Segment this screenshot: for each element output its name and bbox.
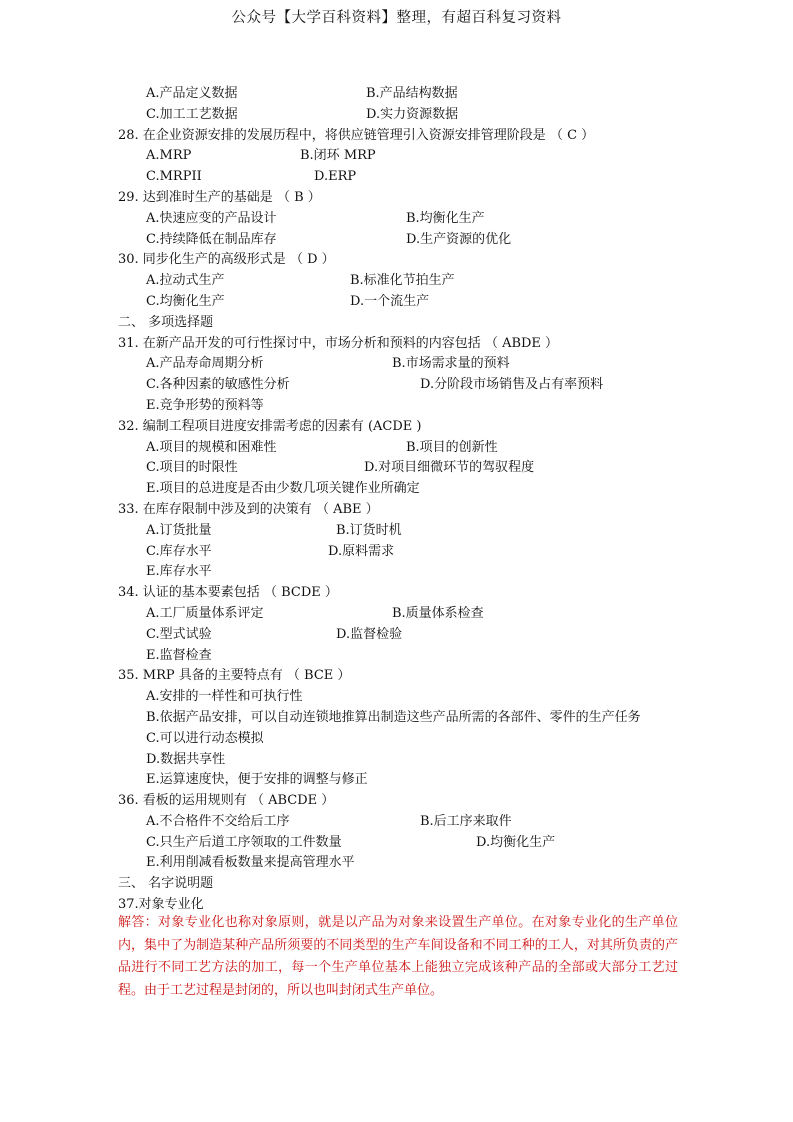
- line-text: E.项目的总进度是否由少数几项关键作业所确定: [146, 481, 420, 497]
- option-line: [118, 271, 718, 292]
- option-line: [118, 479, 718, 500]
- line-text-second-column: D.原料需求: [328, 543, 395, 559]
- line-text: 36. 看板的运用规则有 （ ABCDE ）: [118, 793, 335, 809]
- option-line: [118, 105, 718, 126]
- line-text: A.工厂质量体系评定: [146, 605, 264, 621]
- line-text: C.型式试验: [146, 626, 212, 642]
- line-text: B.依据产品安排，可以自动连锁地推算出制造这些产品所需的各部件、零件的生产任务: [146, 709, 641, 725]
- line-text: D.数据共享性: [146, 751, 226, 767]
- option-line: [118, 209, 718, 230]
- line-text-second-column: B.质量体系检查: [392, 605, 484, 621]
- line-text: A.项目的规模和困难性: [146, 439, 277, 455]
- line-text: 33. 在库存限制中涉及到的决策有 （ ABE ）: [118, 501, 379, 517]
- line-text-second-column: B.订货时机: [336, 522, 402, 538]
- line-text: E.库存水平: [146, 564, 212, 580]
- line-text-second-column: D.实力资源数据: [366, 106, 459, 122]
- line-text: C.各种因素的敏感性分析: [146, 377, 290, 393]
- line-text: A.快速应变的产品设计: [146, 210, 277, 226]
- option-line: [118, 458, 718, 479]
- option-line: [118, 292, 718, 313]
- question-line: [118, 417, 718, 438]
- line-text-second-column: B.均衡化生产: [406, 210, 485, 226]
- question-line: [118, 250, 718, 271]
- question-line: [118, 334, 718, 355]
- option-line: [118, 708, 718, 729]
- question-line: [118, 583, 718, 604]
- line-text: C.均衡化生产: [146, 293, 225, 309]
- option-line: [118, 396, 718, 417]
- line-text-second-column: B.标准化节拍生产: [350, 273, 455, 289]
- option-line: [118, 604, 718, 625]
- line-text: A.不合格件不交给后工序: [146, 813, 290, 829]
- line-text: A.产品寿命周期分析: [146, 356, 264, 372]
- option-line: [118, 750, 718, 771]
- page-header: 公众号【大学百科资料】整理，有超百科复习资料: [231, 10, 562, 26]
- line-text: C.只生产后道工序领取的工件数量: [146, 834, 342, 850]
- answer-paragraph: 解答：对象专业化也称对象原则，就是以产品为对象来设置生产单位。在对象专业化的生产单位内，集中了为制造某种产品所须要的不同类型的生产车间设备和不同工种的工人，对其所负责的产品进行不同工艺方法的加工，每一个生产单位基本上能独立完成该种产品的全部或大部分工艺过程。由于工艺过程是封闭的，所以也叫封闭式生产单位。: [118, 915, 678, 998]
- line-text: C.项目的时限性: [146, 460, 238, 476]
- line-text-second-column: B.产品结构数据: [366, 86, 458, 101]
- line-text: E.运算速度快，便于安排的调整与修正: [146, 772, 368, 788]
- line-text: 28. 在企业资源安排的发展历程中，将供应链管理引入资源安排管理阶段是 （ C ）: [118, 127, 595, 143]
- option-line: [118, 625, 718, 646]
- line-text: A.产品定义数据: [146, 86, 238, 101]
- line-text: C.MRPII: [146, 169, 202, 185]
- line-text: A.订货批量: [146, 522, 212, 538]
- line-text-second-column: D.分阶段市场销售及占有率预料: [420, 377, 604, 393]
- line-text-second-column: D.监督检验: [336, 626, 403, 642]
- line-text: C.持续降低在制品库存: [146, 231, 277, 247]
- option-line: [118, 770, 718, 791]
- line-text: A.MRP: [146, 148, 192, 164]
- line-text: E.竞争形势的预料等: [146, 397, 264, 413]
- option-line: [118, 84, 718, 105]
- option-line: [118, 167, 718, 188]
- line-text-second-column: D.ERP: [314, 169, 357, 185]
- line-text-second-column: B.后工序来取件: [420, 813, 512, 829]
- line-text: 二、 多项选择题: [118, 314, 214, 330]
- option-line: [118, 230, 718, 251]
- line-text: C.库存水平: [146, 543, 212, 559]
- line-text: E.利用削减看板数量来提高管理水平: [146, 855, 355, 871]
- line-text-second-column: B.项目的创新性: [406, 439, 498, 455]
- line-text: 32. 编制工程项目进度安排需考虑的因素有 (ACDE ): [118, 418, 422, 434]
- line-text: 35. MRP 具备的主要特点有 （ BCE ）: [118, 668, 351, 684]
- line-text: A.拉动式生产: [146, 273, 225, 289]
- option-line: [118, 853, 718, 874]
- option-line: [118, 375, 718, 396]
- line-text: 37.对象专业化: [118, 897, 204, 913]
- line-text: 三、 名字说明题: [118, 876, 214, 892]
- line-text-second-column: D.生产资源的优化: [406, 231, 512, 247]
- option-line: [118, 521, 718, 542]
- option-line: [118, 146, 718, 167]
- line-text: 34. 认证的基本要素包括 （ BCDE ）: [118, 585, 338, 601]
- option-line: [118, 562, 718, 583]
- line-text-second-column: D.均衡化生产: [476, 834, 556, 850]
- option-line: [118, 646, 718, 667]
- option-line: [118, 354, 718, 375]
- line-text: C.可以进行动态模拟: [146, 730, 264, 746]
- line-text: 30. 同步化生产的高级形式是 （ D ）: [118, 252, 335, 268]
- question-line: [118, 313, 718, 334]
- line-text-second-column: D.一个流生产: [350, 293, 430, 309]
- option-line: [118, 812, 718, 833]
- line-text-second-column: D.对项目细微环节的驾驭程度: [364, 460, 535, 476]
- option-line: [118, 833, 718, 854]
- option-line: [118, 729, 718, 750]
- option-line: [118, 542, 718, 563]
- line-text: E.监督检查: [146, 647, 212, 663]
- question-line: [118, 874, 718, 895]
- question-line: [118, 500, 718, 521]
- option-line: [118, 438, 718, 459]
- line-text-second-column: B.闭环 MRP: [300, 148, 376, 164]
- question-line: [118, 126, 718, 147]
- line-text-second-column: B.市场需求量的预料: [392, 356, 510, 372]
- line-text: A.安排的一样性和可执行性: [146, 689, 303, 705]
- line-text: C.加工工艺数据: [146, 106, 238, 122]
- option-line: [118, 687, 718, 708]
- question-line: [118, 666, 718, 687]
- question-line: [118, 791, 718, 812]
- line-text: 31. 在新产品开发的可行性探讨中，市场分析和预料的内容包括 （ ABDE ）: [118, 335, 559, 351]
- question-line: [118, 188, 718, 209]
- line-text: 29. 达到准时生产的基础是 （ B ）: [118, 189, 321, 205]
- question-list: [118, 84, 718, 916]
